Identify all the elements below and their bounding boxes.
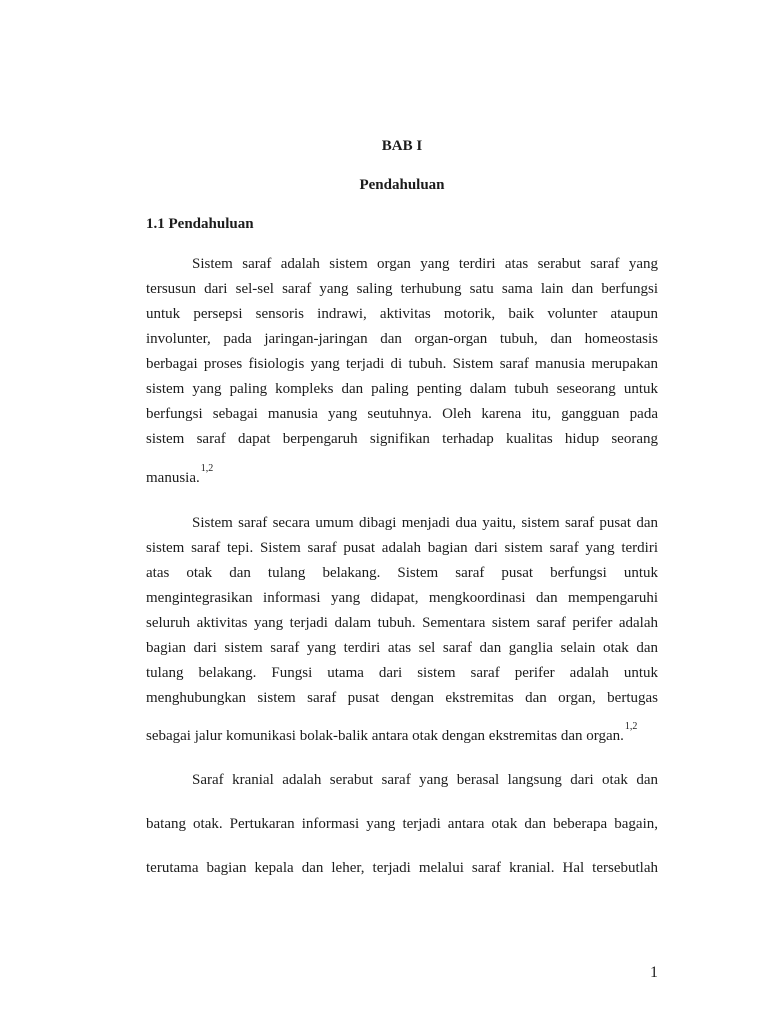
chapter-heading: BAB I [381, 138, 423, 154]
paragraph-last-line [146, 463, 658, 491]
paragraph-line: seluruh aktivitas yang terjadi dalam tubuh. Sementara sistem saraf perifer adalah [146, 615, 658, 631]
paragraph-line: mengintegrasikan informasi yang didapat, mengkoordinasi dan mempengaruhi [146, 590, 658, 606]
paragraph-line: terutama bagian kepala dan leher, terjadi melalui saraf kranial. Hal tersebutlah [146, 860, 658, 876]
page-number: 1 [650, 964, 658, 981]
line-text: sebagai jalur komunikasi bolak-balik antara otak dengan ekstremitas dan organ. [146, 728, 624, 744]
paragraph-line: Sistem saraf secara umum dibagi menjadi dua yaitu, sistem saraf pusat dan [192, 515, 658, 531]
paragraph-line: tersusun dari sel-sel saraf yang saling terhubung satu sama lain dan berfungsi [146, 281, 658, 297]
paragraph-line: sistem yang paling kompleks dan paling penting dalam tubuh seseorang untuk [146, 381, 658, 397]
paragraph-line: bagian dari sistem saraf yang terdiri atas sel saraf dan ganglia selain otak dan [146, 640, 658, 656]
paragraph-line: Saraf kranial adalah serabut saraf yang berasal langsung dari otak dan [192, 772, 658, 788]
paragraph-last-line [146, 721, 658, 749]
paragraph-line: berbagai proses fisiologis yang terjadi di tubuh. Sistem saraf manusia merupakan [146, 356, 658, 372]
citation-superscript: 1,2 [624, 721, 638, 732]
paragraph-line: berfungsi sebagai manusia yang seutuhnya. Oleh karena itu, gangguan pada [146, 406, 658, 422]
paragraph-line: involunter, pada jaringan-jaringan dan organ-organ tubuh, dan homeostasis [146, 331, 658, 347]
paragraph-line: atas otak dan tulang belakang. Sistem saraf pusat berfungsi untuk [146, 565, 658, 581]
paragraph-line: batang otak. Pertukaran informasi yang terjadi antara otak dan beberapa bagain, [146, 816, 658, 832]
paragraph-1 [146, 252, 658, 491]
citation-superscript: 1,2 [200, 463, 214, 474]
line-text: manusia. [146, 470, 200, 486]
paragraph-line: Sistem saraf adalah sistem organ yang terdiri atas serabut saraf yang [192, 256, 658, 272]
section-heading: 1.1 Pendahuluan [146, 216, 254, 232]
paragraph-line: menghubungkan sistem saraf pusat dengan ekstremitas dan organ, bertugas [146, 690, 658, 706]
paragraph-line: tulang belakang. Fungsi utama dari sistem saraf perifer adalah untuk [146, 665, 658, 681]
paragraph-line: sistem saraf dapat berpengaruh signifikan terhadap kualitas hidup seorang [146, 431, 658, 447]
paragraph-2 [146, 511, 658, 749]
document-body [146, 0, 658, 881]
paragraph-line: sistem saraf tepi. Sistem saraf pusat adalah bagian dari sistem saraf yang terdiri [146, 540, 658, 556]
paragraph-line: untuk persepsi sensoris indrawi, aktivitas motorik, baik volunter ataupun [146, 306, 658, 322]
paragraph-3 [146, 768, 658, 881]
chapter-title: Pendahuluan [359, 177, 445, 193]
